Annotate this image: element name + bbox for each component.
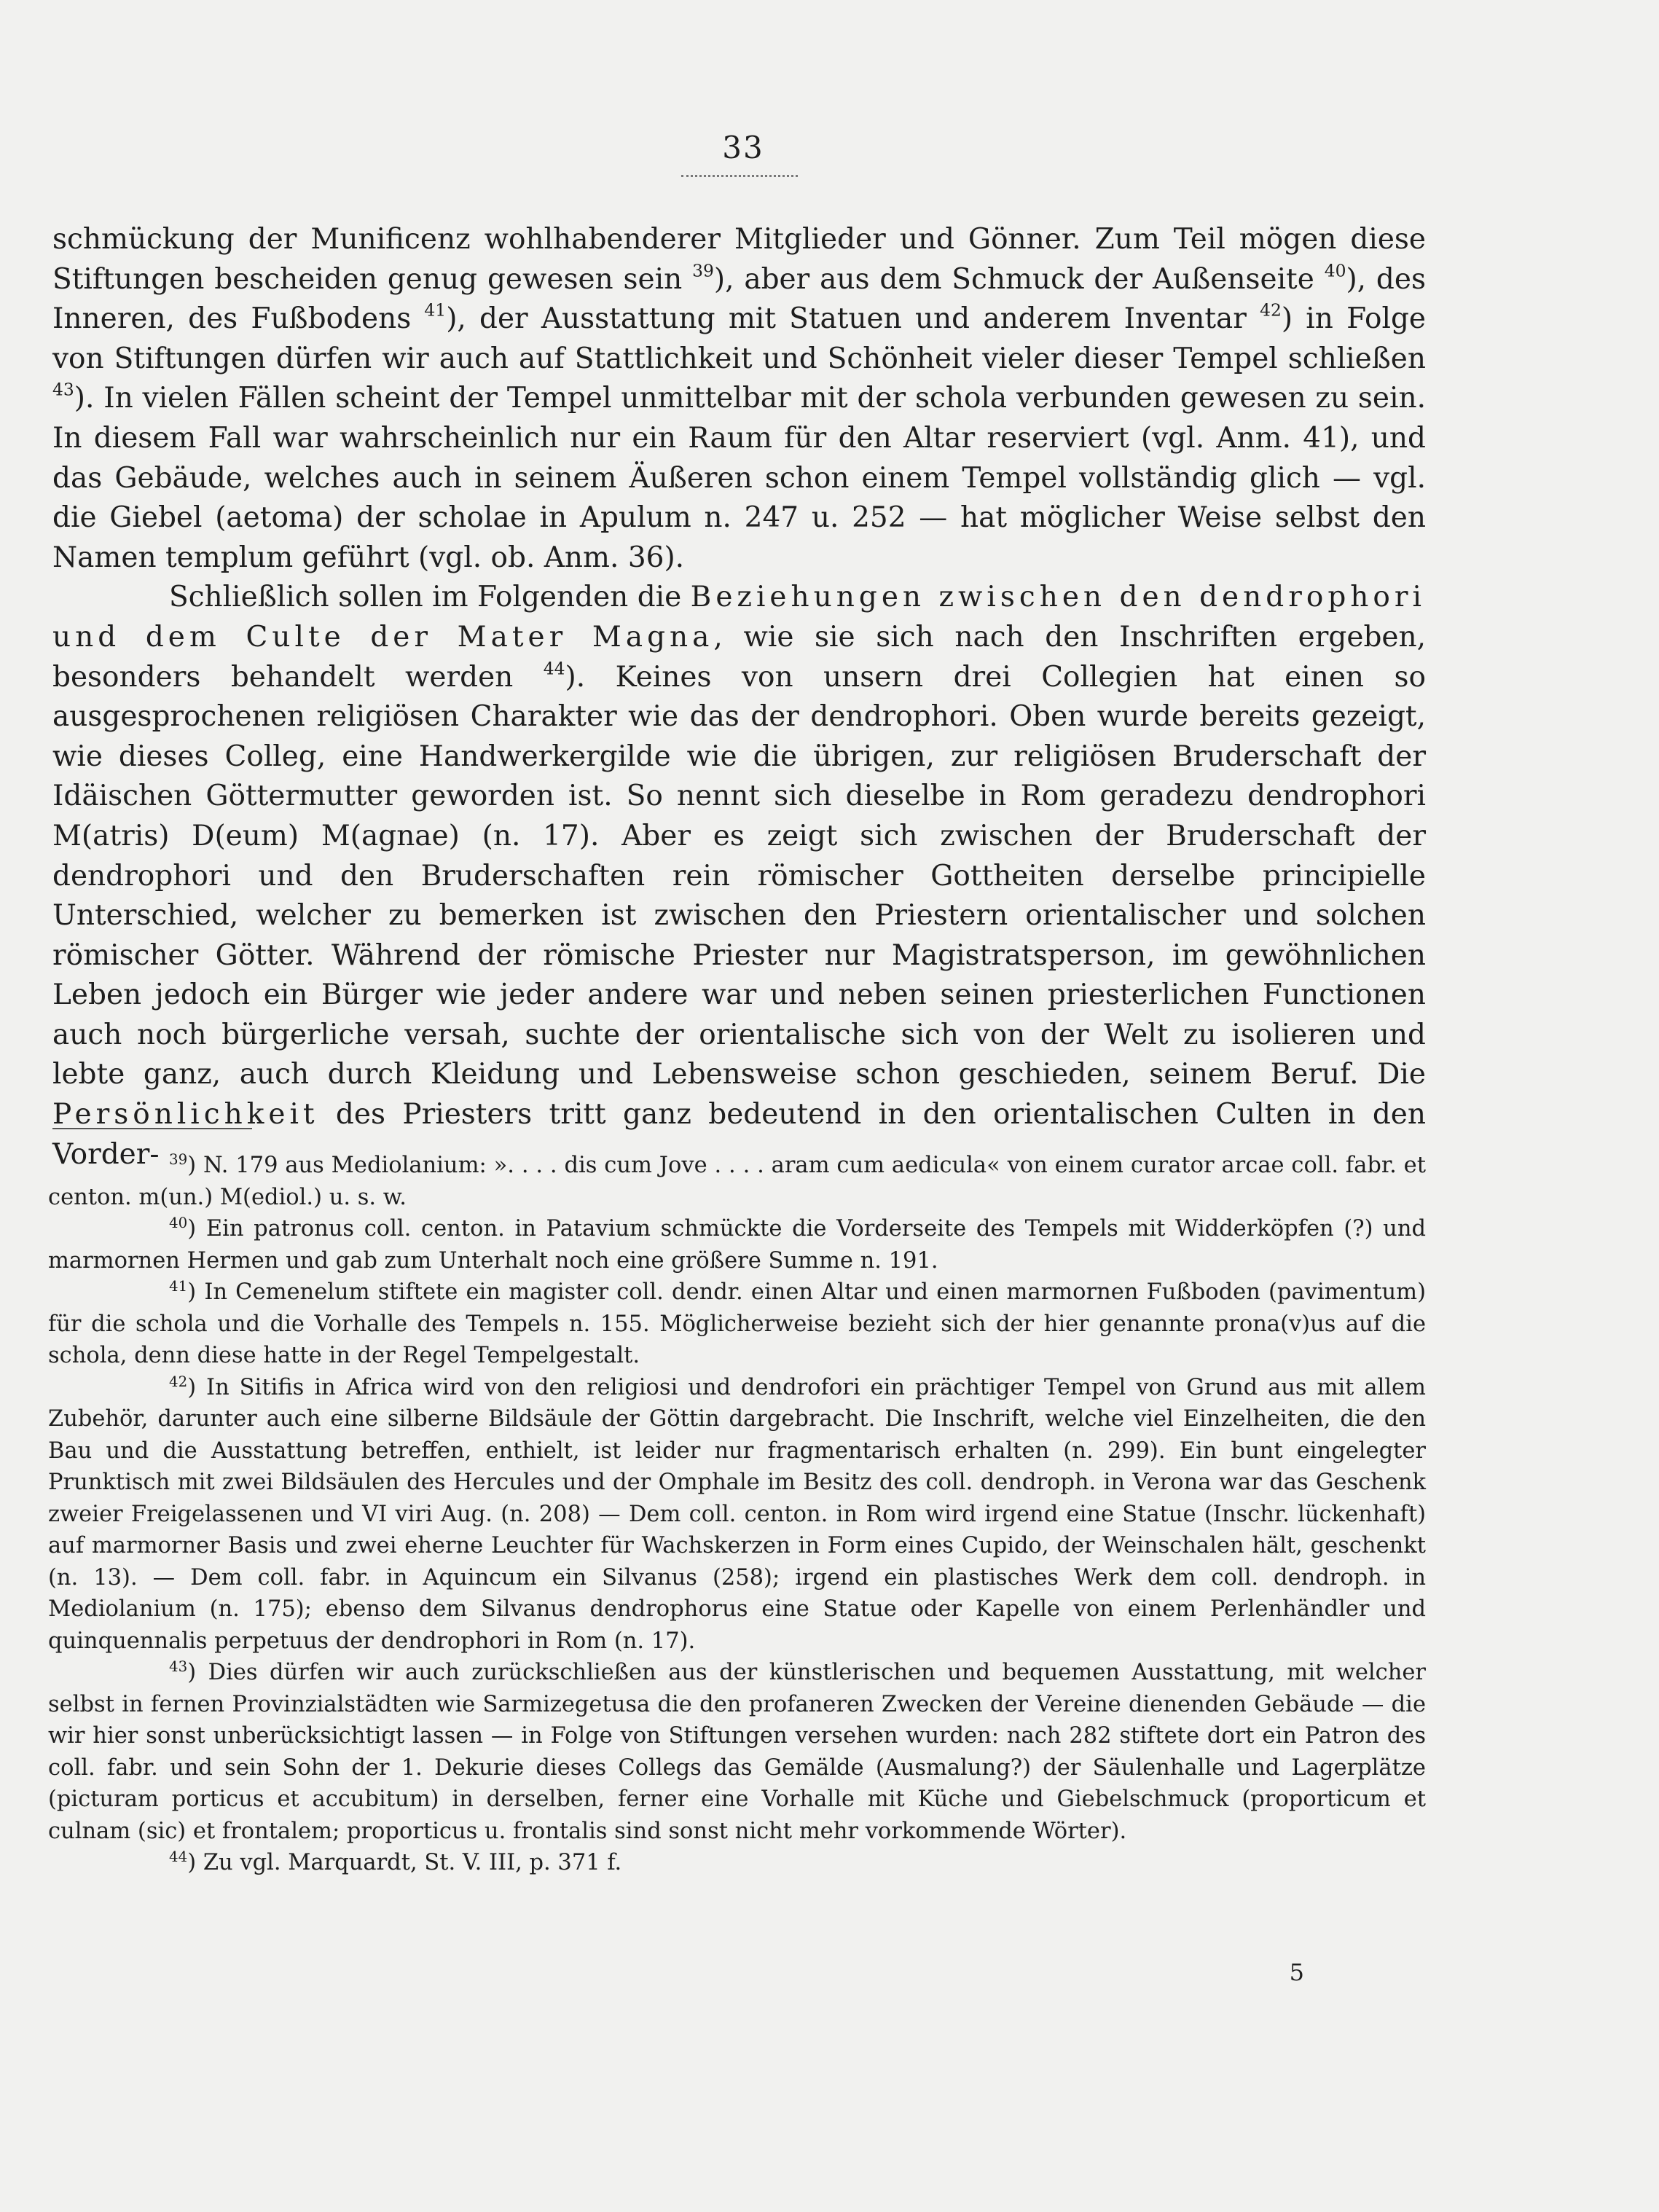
- footnote-text: In Sitifis in Africa wird von den religiosi und dendrofori ein prächtiger Tempel von Grund aus mit allem Zubehör, darunter auch eine silberne Bildsäule der Göttin dargebracht. Die Inschrift, welche viel Einzelheiten, die den Bau und die Ausstattung betreffen, enthielt, ist leider nur fragmentarisch erhalten (n. 299). Ein bunt eingelegter Prunktisch mit zwei Bildsäulen des Hercules und der Omphale im Besitz des coll. dendroph. in Verona war das Geschenk zweier Freigelassenen und VI viri Aug. (n. 208) — Dem coll. centon. in Rom wird irgend eine Statue (Inschr. lückenhaft) auf marmorner Basis und zwei eherne Leuchter für Wachskerzen in Form eines Cupido, der Weinschalen hält, geschenkt (n. 13). — Dem coll. fabr. in Aquincum ein Silvanus (258); irgend ein plastisches Werk dem coll. dendroph. in Mediolanium (n. 175); ebenso dem Silvanus dendrophorus eine Statue oder Kapelle von einem Perlenhändler und quinquennalis perpetuus der dendrophori in Rom (n. 17).: [48, 1374, 1426, 1654]
- text-run: Schließlich sollen im Folgenden die: [169, 581, 691, 614]
- footnote-ref[interactable]: 43: [52, 380, 74, 400]
- footnote-text: N. 179 aus Mediolanium: ». . . . dis cum Jove . . . . aram cum aedicula« von einem curator arcae coll. fabr. et centon. m(un.) M(ediol.) u. s. w.: [48, 1153, 1426, 1210]
- text-run: ). Keines von unsern drei Collegien hat einen so ausgesprochenen religiösen Charakter wie das der dendrophori. Oben wurde bereits gezeigt, wie dieses Colleg, eine Handwerkergilde wie die übrigen, zur religiösen Bruderschaft der Idäischen Göttermutter geworden ist. So nennt sich dieselbe in Rom geradezu dendrophori M(atris) D(eum) M(agnae) (n. 17). Aber es zeigt sich zwischen der Bruderschaft der dendrophori und den Bruderschaften rein römischer Gottheiten derselbe principielle Unterschied, welcher zu bemerken ist zwischen den Priestern orientalischer und solchen römischer Götter. Während der römische Priester nur Magistratsperson, im gewöhnlichen Leben jedoch ein Bürger wie jeder andere war und neben seinen priesterlichen Functionen auch noch bürgerliche versah, suchte der orientalische sich von der Welt zu isolieren und lebte ganz, auch durch Kleidung und Lebensweise schon geschieden, seinem Beruf. Die: [52, 660, 1426, 1091]
- footnote-text: In Cemenelum stiftete ein magister coll. dendr. einen Altar und einen marmornen Fußboden (pavimentum) für die schola und die Vorhalle des Tempels n. 155. Möglicherweise bezieht sich der hier genannte prona(v)us auf die schola, denn diese hatte in der Regel Tempelgestalt.: [48, 1279, 1426, 1368]
- signature-mark: 5: [1289, 1958, 1304, 1986]
- page-number: 33: [722, 130, 764, 165]
- text-run: ), der Ausstattung mit Statuen und anderem Inventar: [446, 302, 1260, 336]
- footnote-ref[interactable]: 40: [1324, 260, 1346, 281]
- footnotes: [48, 1150, 1426, 1879]
- text-run: ) in Folge von Stiftungen dürfen wir auch auf Stattlichkeit und Schönheit vieler dieser Tempel schließen: [52, 302, 1427, 375]
- text-run: schmückung der Munificenz wohlhabenderer Mitglieder und Gönner. Zum Teil mögen diese Stiftungen bescheiden genug gewesen sein: [52, 223, 1426, 296]
- footnote-number: 43: [169, 1658, 188, 1676]
- page-number-ornament: [681, 175, 798, 177]
- spaced-emphasis: Beziehungen zwischen den dendrophori und dem Culte der Mater Magna: [52, 581, 1427, 654]
- footnote-text: Zu vgl. Marquardt, St. V. III, p. 371 f.: [203, 1850, 622, 1875]
- text-run: , wie sie sich nach den Inschriften ergeben, besonders behandelt werden: [52, 620, 1427, 694]
- footnote-number: 40: [169, 1215, 188, 1232]
- footnote-text: Dies dürfen wir auch zurückschließen aus der künstlerischen und bequemen Ausstattung, mit welcher selbst in fernen Provinzialstädten wie Sarmizegetusa die den profaneren Zwecken der Vereine dienenden Gebäude — die wir hier sonst unberücksichtigt lassen — in Folge von Stiftungen versehen wurden: nach 282 stiftete dort ein Patron des coll. fabr. und sein Sohn der 1. Dekurie dieses Collegs das Gemälde (Ausmalung?) der Säulenhalle und Lagerplätze (picturam porticus et accubitum) in derselben, ferner eine Vorhalle mit Küche und Giebelschmuck (proporticum et culnam (sic) et frontalem; proporticus u. frontalis sind sonst nicht mehr vorkommende Wörter).: [48, 1660, 1426, 1844]
- footnote-ref[interactable]: 42: [1260, 299, 1282, 321]
- footnote-number: 41: [169, 1278, 188, 1295]
- footnote-text: Ein patronus coll. centon. in Patavium schmückte die Vorderseite des Tempels mit Widderköpfen (?) und marmornen Hermen und gab zum Unterhalt noch eine größere Summe n. 191.: [48, 1216, 1426, 1274]
- text-run: ), aber aus dem Schmuck der Außenseite: [713, 262, 1325, 296]
- footnote: $^{39}$) N. 179 aus Mediolanium: ». . . . dis cum Jove . . . . aram cum aedicula« von einem curator arcae coll. fabr. et centon. m(un.) M(ediol.) u. s. w.: [48, 1151, 1426, 1210]
- footnote: $^{44}$) Zu vgl. Marquardt, St. V. III, p. 371 f.: [169, 1848, 622, 1875]
- footnote-number: 39: [169, 1151, 188, 1169]
- text-run: ), des Inneren, des Fußbodens: [52, 262, 1426, 336]
- footnote-number: 44: [169, 1848, 188, 1866]
- footnote: $^{43}$) Dies dürfen wir auch zurückschließen aus der künstlerischen und bequemen Ausstattung, mit welcher selbst in fernen Provinzialstädten wie Sarmizegetusa die den profaneren Zwecken der Vereine dienenden Gebäude — die wir hier sonst unberücksichtigt lassen — in Folge von Stiftungen versehen wurden: nach 282 stiftete dort ein Patron des coll. fabr. und sein Sohn der 1. Dekurie dieses Collegs das Gemälde (Ausmalung?) der Säulenhalle und Lagerplätze (picturam porticus et accubitum) in derselben, ferner eine Vorhalle mit Küche und Giebelschmuck (proporticum et culnam (sic) et frontalem; proporticus u. frontalis sind sonst nicht mehr vorkommende Wörter).: [48, 1658, 1426, 1844]
- text-run: ). In vielen Fällen scheint der Tempel unmittelbar mit der schola verbunden gewesen zu sein. In diesem Fall war wahrscheinlich nur ein Raum für den Altar reserviert (vgl. Anm. 41), und das Gebäude, welches auch in seinem Äußeren schon einem Tempel vollständig glich — vgl. die Giebel (aetoma) der scholae in Apulum n. 247 u. 252 — hat möglicher Weise selbst den Namen templum geführt (vgl. ob. Anm. 36).: [52, 382, 1426, 574]
- spaced-emphasis: Persönlichkeit: [52, 1098, 319, 1132]
- footnote-ref[interactable]: 39: [692, 260, 714, 281]
- footnote-ref[interactable]: 44: [543, 658, 565, 679]
- footnote: $^{40}$) Ein patronus coll. centon. in Patavium schmückte die Vorderseite des Tempels mit Widderköpfen (?) und marmornen Hermen und gab zum Unterhalt noch eine größere Summe n. 191.: [48, 1215, 1426, 1274]
- text-run: des Priesters tritt ganz bedeutend in den orientalischen Culten in den Vorder-: [52, 1098, 1426, 1171]
- body-paragraph: [52, 220, 1426, 578]
- body-paragraph: [52, 578, 1426, 1174]
- footnote: $^{42}$) In Sitifis in Africa wird von den religiosi und dendrofori ein prächtiger Tempel von Grund aus mit allem Zubehör, darunter auch eine silberne Bildsäule der Göttin dargebracht. Die Inschrift, welche viel Einzelheiten, die den Bau und die Ausstattung betreffen, enthielt, ist leider nur fragmentarisch erhalten (n. 299). Ein bunt eingelegter Prunktisch mit zwei Bildsäulen des Hercules und der Omphale im Besitz des coll. dendroph. in Verona war das Geschenk zweier Freigelassenen und VI viri Aug. (n. 208) — Dem coll. centon. in Rom wird irgend eine Statue (Inschr. lückenhaft) auf marmorner Basis und zwei eherne Leuchter für Wachskerzen in Form eines Cupido, der Weinschalen hält, geschenkt (n. 13). — Dem coll. fabr. in Aquincum ein Silvanus (258); irgend ein plastisches Werk dem coll. dendroph. in Mediolanium (n. 175); ebenso dem Silvanus dendrophorus eine Statue oder Kapelle von einem Perlenhändler und quinquennalis perpetuus der dendrophori in Rom (n. 17).: [48, 1373, 1426, 1654]
- footnote-separator: [52, 1128, 252, 1129]
- footnote-number: 42: [169, 1373, 188, 1390]
- footnote: $^{41}$) In Cemenelum stiftete ein magister coll. dendr. einen Altar und einen marmornen Fußboden (pavimentum) für die schola und die Vorhalle des Tempels n. 155. Möglicherweise bezieht sich der hier genannte prona(v)us auf die schola, denn diese hatte in der Regel Tempelgestalt.: [48, 1278, 1426, 1368]
- footnote-ref[interactable]: 41: [424, 299, 447, 321]
- main-text: [52, 220, 1426, 1174]
